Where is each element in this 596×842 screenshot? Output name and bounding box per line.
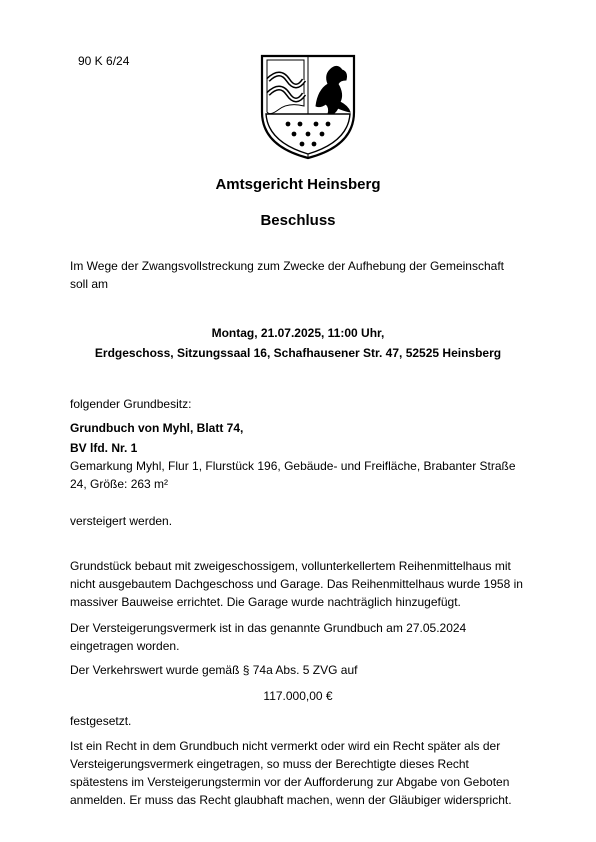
intro-line-1: Im Wege der Zwangsvollstreckung zum Zwecke der Aufhebung der Gemeinschaft: [70, 259, 504, 273]
rights-line-2: Versteigerungsvermerk eingetragen, so muss der Berechtigte dieses Recht: [70, 757, 469, 771]
appointment-location: Erdgeschoss, Sitzungssaal 16, Schafhausener Str. 47, 52525 Heinsberg: [94, 346, 502, 360]
description-line-1: Grundstück bebaut mit zweigeschossigem, vollunterkellertem Reihenmittelhaus mit: [70, 559, 511, 573]
registration-line-2: eingetragen worden.: [70, 639, 180, 653]
description-line-3: massiver Bauweise errichtet. Die Garage wurde nachträglich hinzugefügt.: [70, 595, 461, 609]
document-title: Beschluss: [260, 212, 336, 229]
intro-line-2: soll am: [70, 277, 109, 291]
registration-line-1: Der Versteigerungsvermerk ist in das genannte Grundbuch am 27.05.2024: [70, 621, 467, 635]
value-outro: festgesetzt.: [70, 714, 132, 728]
land-register: Grundbuch von Myhl, Blatt 74,: [70, 421, 244, 435]
rights-line-4: anmelden. Er muss das Recht glaubhaft machen, wenn der Gläubiger widerspricht.: [70, 793, 512, 807]
market-value: 117.000,00 €: [263, 689, 333, 703]
description-line-2: nicht ausgebautem Dachgeschoss und Garage. Das Reihenmittelhaus wurde 1958 in: [70, 577, 523, 591]
coat-of-arms-emblem: [258, 50, 358, 162]
appointment-date: Montag, 21.07.2025, 11:00 Uhr,: [211, 326, 385, 340]
value-intro: Der Verkehrswert wurde gemäß § 74a Abs. 5 ZVG auf: [70, 663, 358, 677]
parcel-line-2: 24, Größe: 263 m²: [70, 477, 169, 491]
case-number: 90 K 6/24: [78, 54, 130, 68]
bv-number: BV lfd. Nr. 1: [70, 441, 138, 455]
parcel-line-1: Gemarkung Myhl, Flur 1, Flurstück 196, Gebäude- und Freifläche, Brabanter Straße: [70, 459, 516, 473]
rights-line-1: Ist ein Recht in dem Grundbuch nicht vermerkt oder wird ein Recht später als der: [70, 739, 501, 753]
auctioned-statement: versteigert werden.: [70, 514, 173, 528]
property-label: folgender Grundbesitz:: [70, 397, 192, 411]
court-name: Amtsgericht Heinsberg: [215, 176, 381, 193]
rights-line-3: spätestens im Versteigerungstermin vor der Aufforderung zur Abgabe von Geboten: [70, 775, 510, 789]
